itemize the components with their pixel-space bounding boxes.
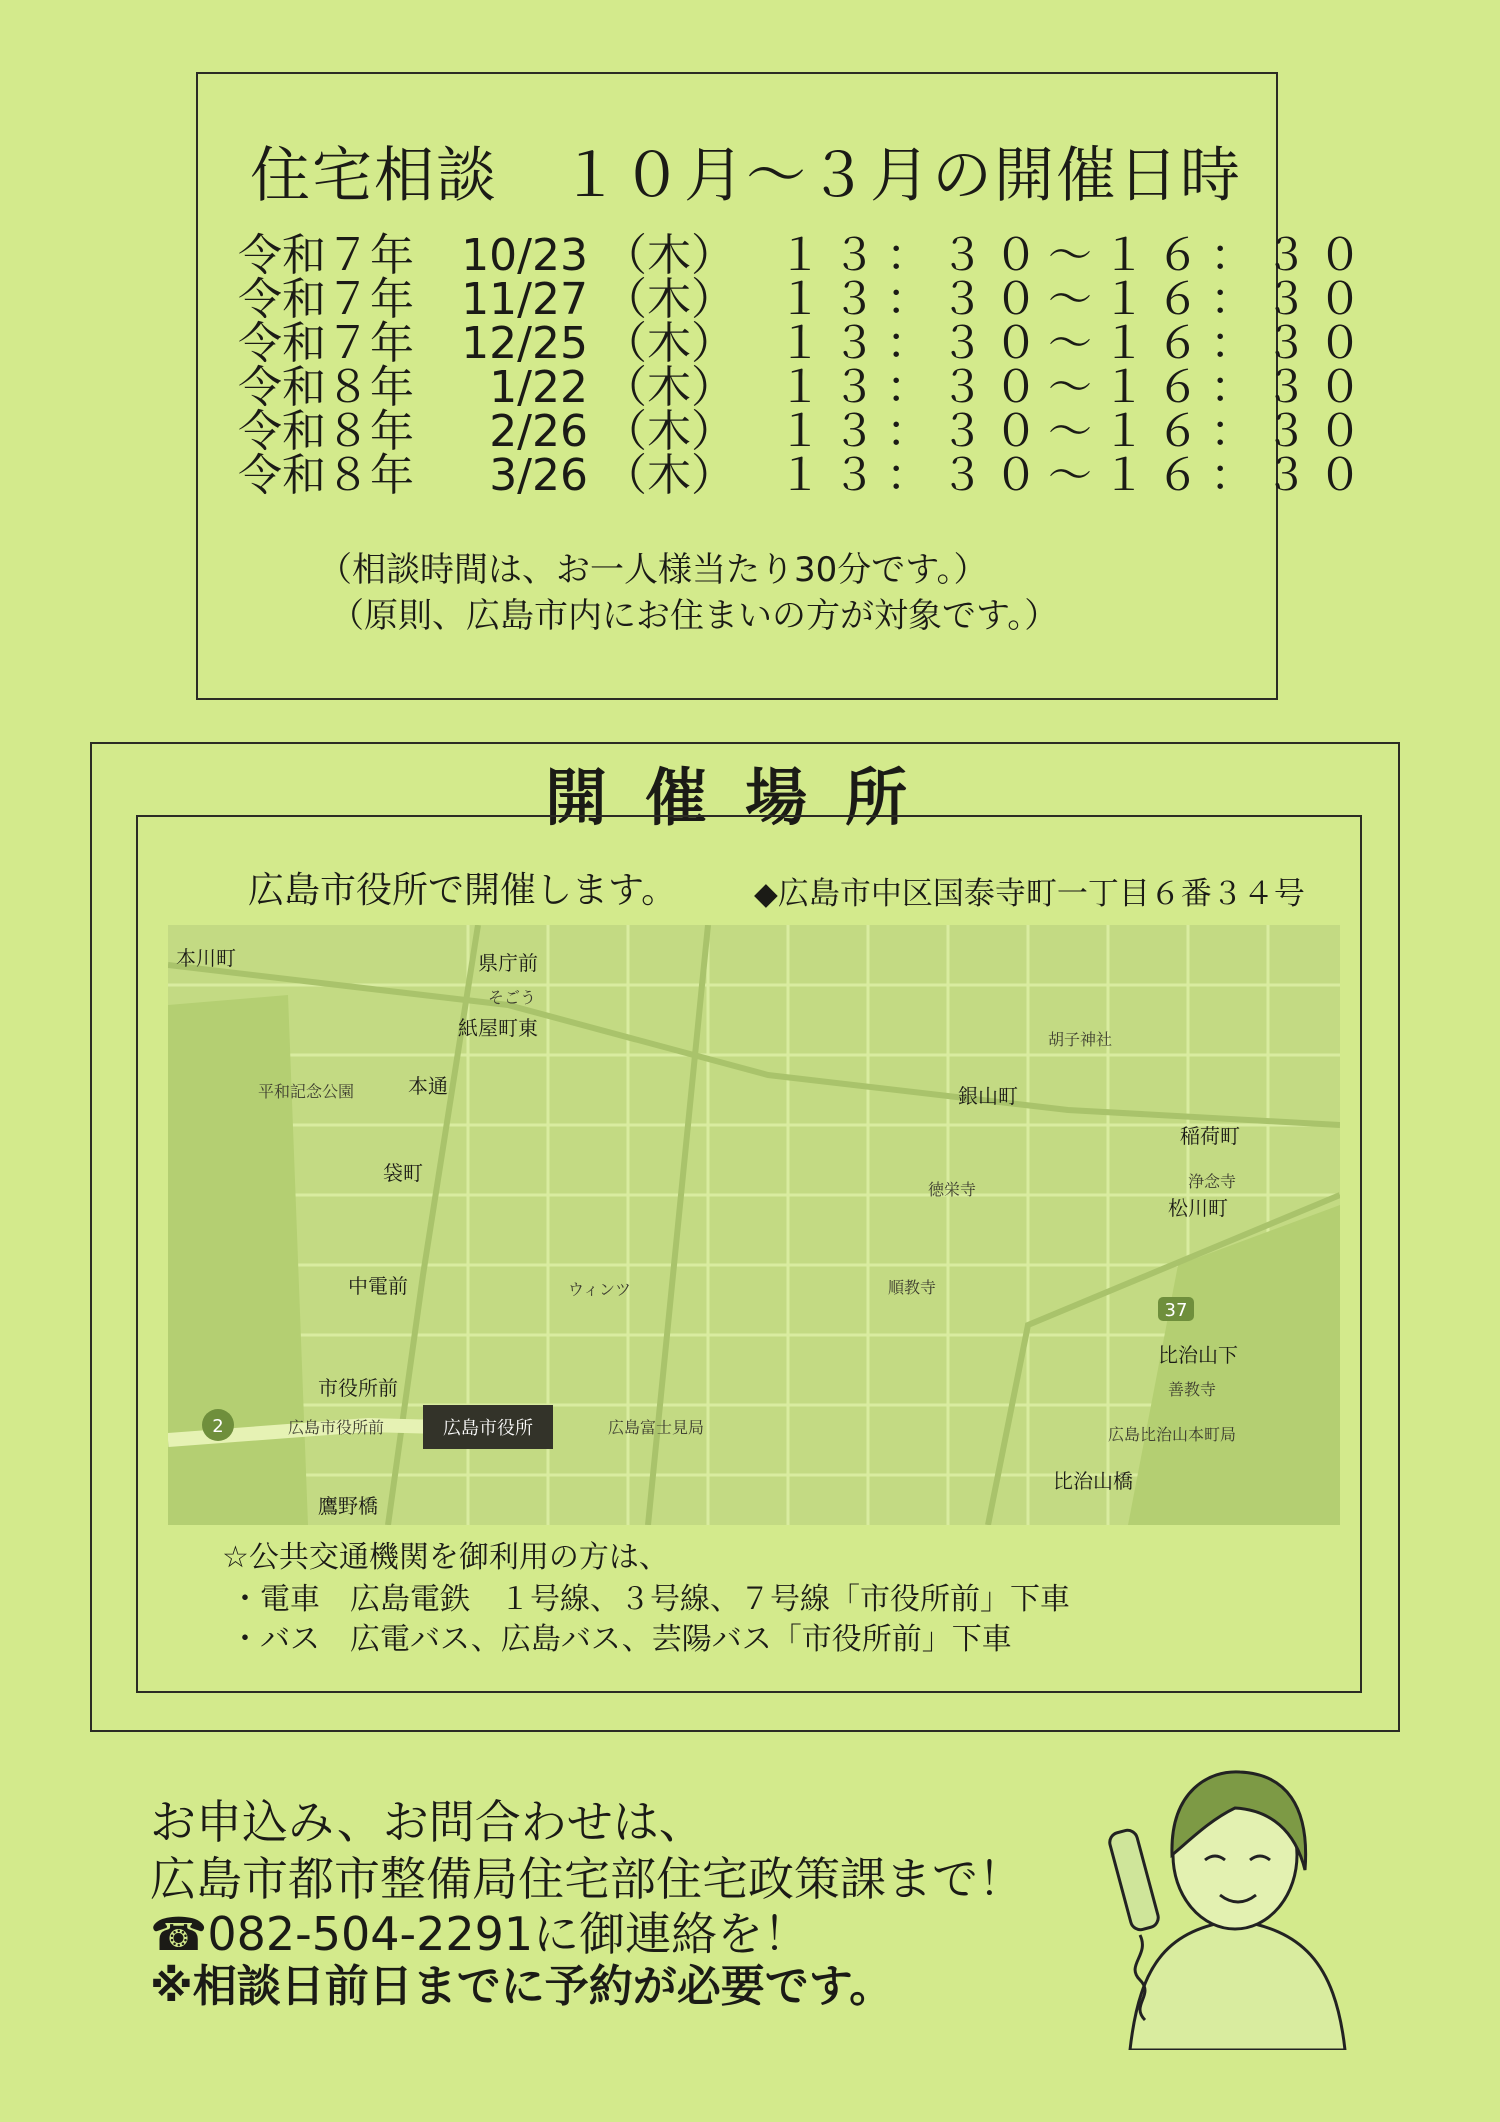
row-date: 2/26: [489, 406, 588, 457]
route-number: 2: [212, 1416, 224, 1437]
place-label: 善教寺: [1168, 1380, 1217, 1399]
schedule-note-duration: （相談時間は、お一人様当たり30分です。）: [318, 550, 988, 590]
station-label: 中電前: [348, 1274, 408, 1298]
reservation-warning: ※相談日前日までに予約が必要です。: [150, 1961, 894, 2012]
station-label: 本通: [408, 1074, 448, 1098]
row-time: １３：３０～１６：３０: [778, 274, 1372, 325]
venue-text: 広島市役所で開催します。: [248, 870, 678, 911]
row-era: 令和８年: [238, 450, 414, 501]
station-label: 袋町: [383, 1161, 423, 1185]
schedule-title: 住宅相談 １０月～３月の開催日時: [250, 141, 1242, 211]
place-label: 広島市役所前: [288, 1418, 385, 1437]
contact-line-1: お申込み、お問合わせは、: [150, 1795, 705, 1849]
row-weekday: （木）: [603, 362, 735, 413]
phone-number: 082-504-2291に御連絡を！: [207, 1907, 810, 1961]
place-label: 徳栄寺: [928, 1180, 977, 1199]
station-label: 紙屋町東: [458, 1016, 538, 1040]
row-date: 3/26: [489, 450, 588, 501]
row-era: 令和７年: [238, 274, 414, 325]
row-weekday: （木）: [603, 406, 735, 457]
row-time: １３：３０～１６：３０: [778, 450, 1372, 501]
station-label: 市役所前: [318, 1376, 398, 1400]
row-date: 11/27: [461, 274, 588, 325]
row-time: １３：３０～１６：３０: [778, 230, 1372, 281]
place-label: 浄念寺: [1188, 1172, 1237, 1191]
access-train: ・電車 広島電鉄 １号線、３号線、７号線「市役所前」下車: [230, 1582, 1070, 1617]
row-weekday: （木）: [603, 450, 735, 501]
venue-map: [168, 925, 1340, 1525]
row-weekday: （木）: [603, 274, 735, 325]
place-label: ウィンツ: [568, 1280, 632, 1299]
place-label: 胡子神社: [1048, 1030, 1113, 1049]
place-label: そごう: [488, 988, 537, 1007]
row-weekday: （木）: [603, 318, 735, 369]
park-area: [168, 995, 308, 1525]
station-label: 比治山下: [1158, 1343, 1238, 1367]
row-era: 令和７年: [238, 318, 414, 369]
station-label: 本川町: [176, 946, 236, 970]
row-time: １３：３０～１６：３０: [778, 318, 1372, 369]
schedule-note-eligibility: （原則、広島市内にお住まいの方が対象です。）: [330, 596, 1059, 636]
route-number: 37: [1164, 1300, 1188, 1321]
row-era: 令和７年: [238, 230, 414, 281]
place-label: 広島比治山本町局: [1108, 1425, 1237, 1444]
venue-title: 開催場所: [545, 761, 946, 834]
city-hall-label: 広島市役所: [443, 1418, 533, 1439]
place-label: 平和記念公園: [258, 1082, 355, 1101]
venue-address: ◆広島市中区国泰寺町一丁目６番３４号: [754, 876, 1305, 912]
station-label: 比治山橋: [1053, 1469, 1133, 1493]
station-label: 稲荷町: [1180, 1124, 1240, 1148]
row-date: 12/25: [461, 318, 588, 369]
row-date: 1/22: [489, 362, 588, 413]
phone-icon: ☎: [150, 1907, 208, 1961]
row-era: 令和８年: [238, 362, 414, 413]
row-era: 令和８年: [238, 406, 414, 457]
row-weekday: （木）: [603, 230, 735, 281]
row-date: 10/23: [461, 230, 588, 281]
contact-line-2: 広島市都市整備局住宅部住宅政策課まで！: [150, 1852, 1024, 1906]
station-label: 県庁前: [478, 951, 538, 975]
station-label: 銀山町: [958, 1084, 1018, 1108]
station-label: 鷹野橋: [318, 1494, 378, 1518]
access-heading: ☆公共交通機関を御利用の方は、: [222, 1540, 669, 1575]
station-label: 松川町: [1168, 1196, 1228, 1220]
place-label: 広島富士見局: [608, 1418, 705, 1437]
woman-on-phone-illustration: [1100, 1760, 1370, 2050]
row-time: １３：３０～１６：３０: [778, 362, 1372, 413]
row-time: １３：３０～１６：３０: [778, 406, 1372, 457]
access-bus: ・バス 広電バス、広島バス、芸陽バス「市役所前」下車: [230, 1622, 1012, 1657]
place-label: 順教寺: [888, 1278, 937, 1297]
